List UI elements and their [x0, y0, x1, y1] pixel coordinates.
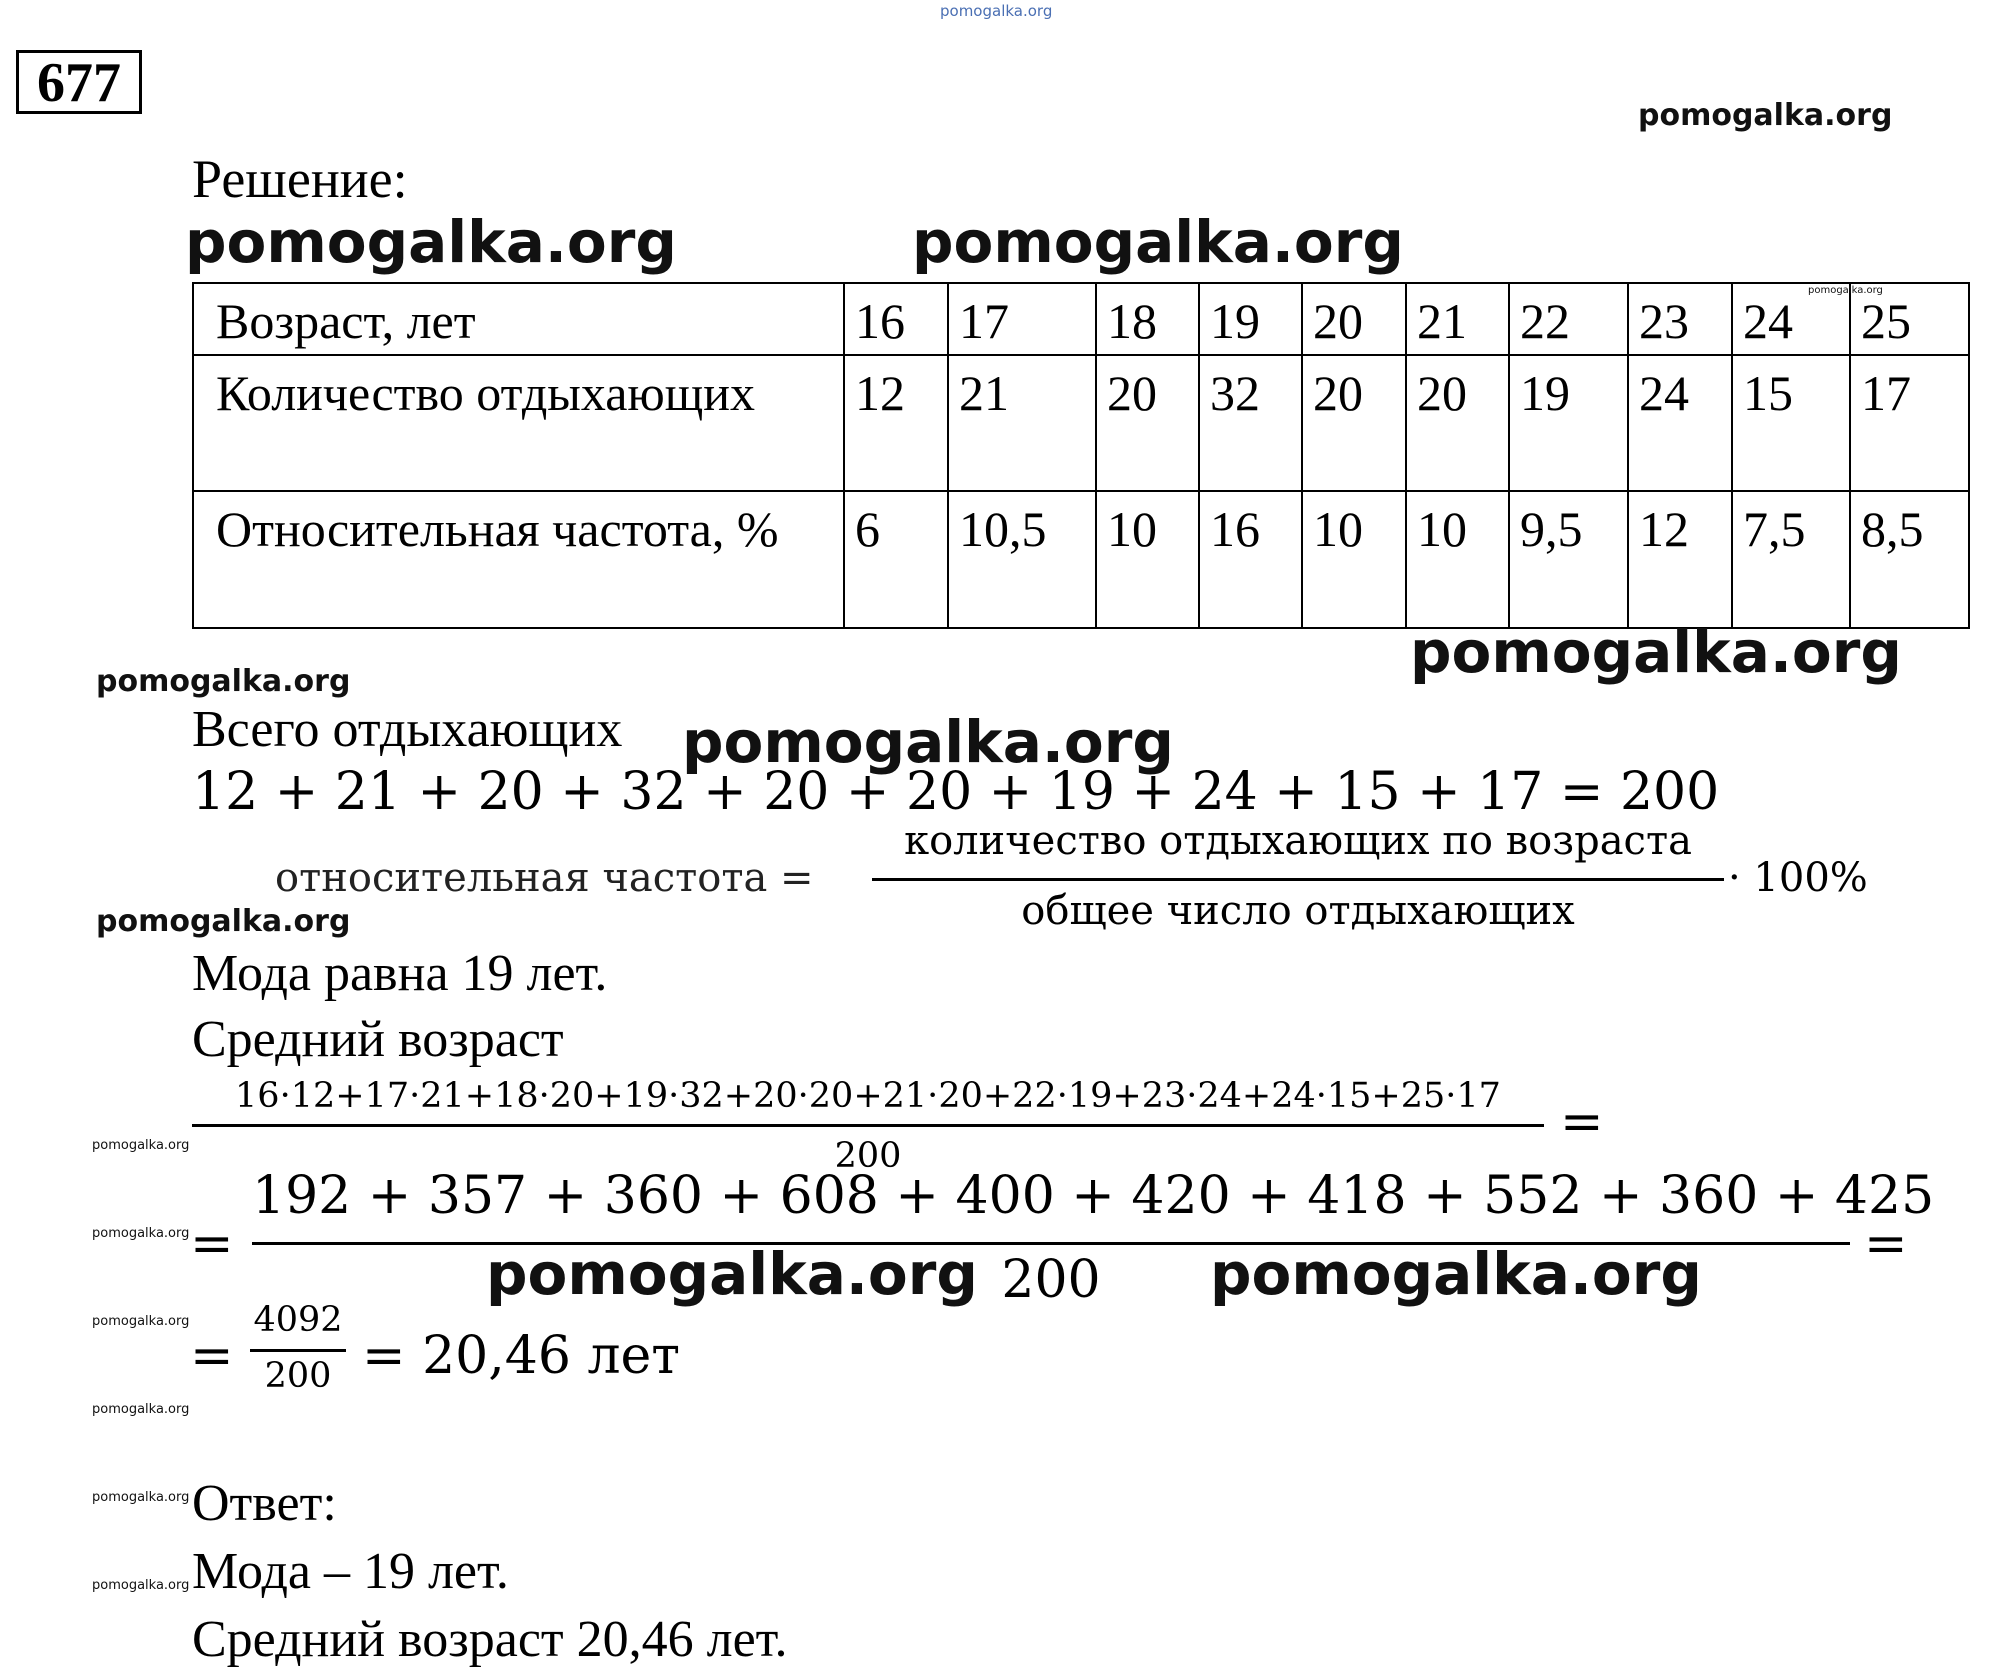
row-header: Возраст, лет: [193, 283, 844, 355]
mean-step1-fraction: [192, 1076, 1544, 1176]
table-cell: 10: [1302, 491, 1406, 628]
table-cell: 20: [1302, 355, 1406, 491]
table-cell: 12: [844, 355, 948, 491]
watermark: pomogalka.org: [1210, 1240, 1702, 1308]
table-cell: 23: [1628, 283, 1732, 355]
watermark: pomogalka.org: [96, 664, 351, 699]
table-cell: 10: [1096, 491, 1199, 628]
solution-label: Решение:: [192, 149, 408, 209]
watermark: pomogalka.org: [92, 1578, 190, 1593]
table-row: [193, 355, 1969, 491]
problem-number: 677: [16, 50, 142, 114]
table-cell: 17: [1850, 355, 1969, 491]
mean-label: Средний возраст: [192, 1011, 564, 1068]
table-cell: 8,5: [1850, 491, 1969, 628]
watermark: pomogalka.org: [682, 708, 1174, 776]
rel-freq-lhs: относительная частота =: [275, 855, 814, 901]
rel-freq-denominator: общее число отдыхающих: [1021, 888, 1575, 934]
table-cell: 9,5: [1509, 491, 1628, 628]
watermark: pomogalka.org: [486, 1240, 978, 1308]
watermark: pomogalka.org: [92, 1402, 190, 1417]
table-cell: 19: [1509, 355, 1628, 491]
watermark: pomogalka.org: [92, 1226, 190, 1241]
mean-result: = 20,46 лет: [362, 1326, 681, 1386]
watermark: pomogalka.org: [96, 904, 351, 939]
mean-step1-numerator: 16·12+17·21+18·20+19·32+20·20+21·20+22·19+23·24+24·15+25·17: [235, 1076, 1501, 1116]
table-cell: 22: [1509, 283, 1628, 355]
equals-sign: =: [190, 1326, 234, 1386]
table-cell: 16: [844, 283, 948, 355]
watermark: pomogalka.org: [1638, 98, 1893, 133]
equals-sign: =: [1864, 1214, 1908, 1274]
table-cell: 16: [1199, 491, 1302, 628]
mean-step3-denominator: 200: [264, 1356, 332, 1396]
fraction-bar: [250, 1349, 346, 1352]
table-cell: 24: [1628, 355, 1732, 491]
table-cell: 17: [948, 283, 1096, 355]
table-cell: 24: [1732, 283, 1850, 355]
row-header: Относительная частота, %: [193, 491, 844, 628]
answer-label: Ответ:: [192, 1475, 337, 1532]
rel-freq-rhs: · 100%: [1728, 855, 1868, 901]
fraction-bar: [192, 1124, 1544, 1127]
watermark: pomogalka.org: [92, 1138, 190, 1153]
table-cell: 10,5: [948, 491, 1096, 628]
watermark: pomogalka.org: [92, 1314, 190, 1329]
table-row: [193, 283, 1969, 355]
table-cell: 20: [1096, 355, 1199, 491]
table-cell: 19: [1199, 283, 1302, 355]
table-row: [193, 491, 1969, 628]
answer-mode: Мода – 19 лет.: [192, 1543, 509, 1600]
total-label: Всего отдыхающих: [192, 701, 623, 758]
watermark: pomogalka.org: [1808, 285, 1883, 296]
table-cell: 7,5: [1732, 491, 1850, 628]
fraction-bar: [872, 878, 1724, 881]
table-cell: 15: [1732, 355, 1850, 491]
watermark: pomogalka.org: [1410, 618, 1902, 686]
mode-line: Мода равна 19 лет.: [192, 945, 608, 1002]
watermark: pomogalka.org: [185, 208, 677, 276]
age-frequency-table: [192, 282, 1970, 629]
rel-freq-fraction: [872, 818, 1724, 940]
table-cell: 32: [1199, 355, 1302, 491]
table-cell: 18: [1096, 283, 1199, 355]
table-cell: 6: [844, 491, 948, 628]
row-header: Количество отдыхающих: [193, 355, 844, 491]
watermark: pomogalka.org: [92, 1490, 190, 1505]
watermark-top: pomogalka.org: [940, 2, 1053, 20]
mean-step1-denominator: 200: [834, 1136, 902, 1176]
mean-step3-fraction: [250, 1300, 346, 1410]
table-cell: 10: [1406, 491, 1509, 628]
table-cell: 20: [1406, 355, 1509, 491]
mean-step2-numerator: 192 + 357 + 360 + 608 + 400 + 420 + 418 + 552 + 360 + 425: [252, 1166, 1935, 1226]
table-cell: 21: [1406, 283, 1509, 355]
equals-sign: =: [190, 1214, 234, 1274]
watermark: pomogalka.org: [912, 208, 1404, 276]
total-equation: 12 + 21 + 20 + 32 + 20 + 20 + 19 + 24 + 15 + 17 = 200: [192, 762, 1720, 822]
table-cell: 25: [1850, 283, 1969, 355]
mean-step2-denominator: 200: [1001, 1250, 1101, 1310]
table-cell: 20: [1302, 283, 1406, 355]
table-cell: 12: [1628, 491, 1732, 628]
equals-sign: =: [1560, 1092, 1604, 1152]
answer-mean: Средний возраст 20,46 лет.: [192, 1611, 788, 1668]
rel-freq-numerator: количество отдыхающих по возраста: [904, 818, 1692, 864]
table-cell: 21: [948, 355, 1096, 491]
mean-step3-numerator: 4092: [253, 1300, 343, 1340]
